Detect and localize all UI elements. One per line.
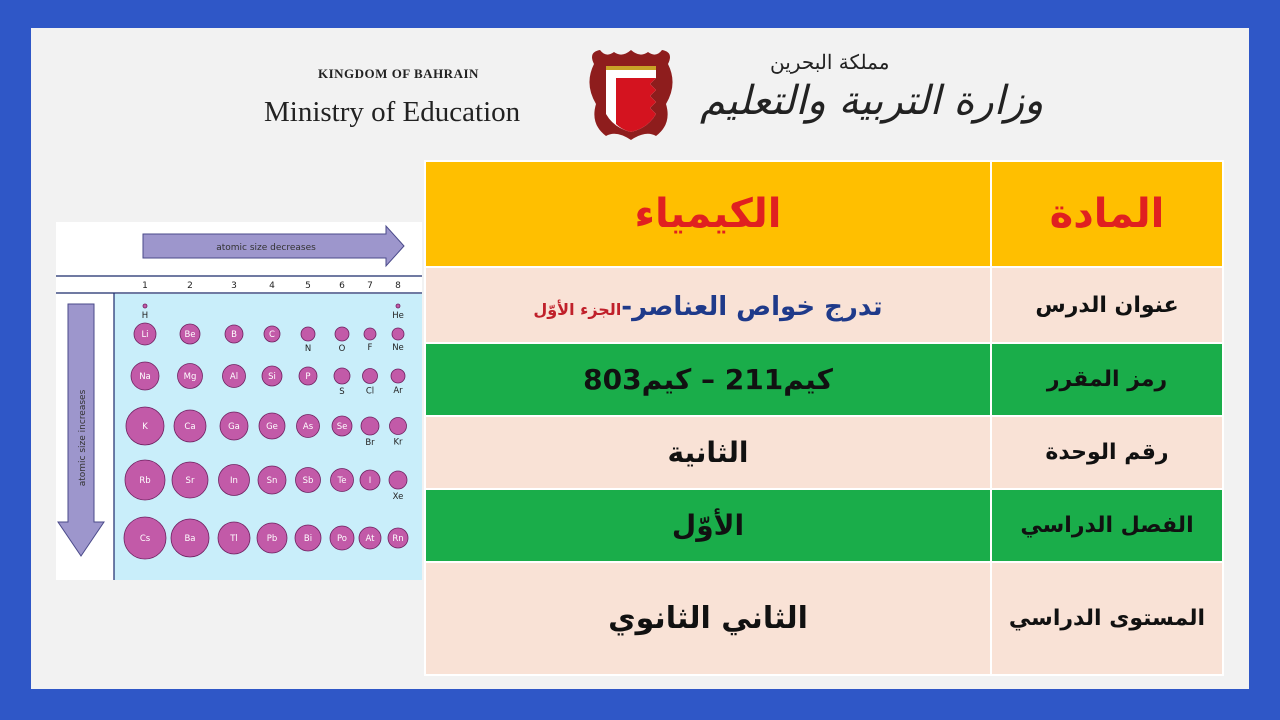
table-row-subject (425, 161, 1223, 267)
group-label-2: 2 (187, 281, 193, 291)
subject-label: المادة (991, 161, 1223, 267)
atom-label-Ge: Ge (266, 422, 278, 432)
ministry-ar-text: وزارة التربية والتعليم (700, 78, 1044, 124)
group-label-4: 4 (269, 281, 275, 291)
unit-number-value: الثانية (425, 416, 991, 489)
atom-Xe (389, 471, 407, 489)
lesson-title-main: تدرج خواص العناصر- (621, 291, 883, 322)
atom-label-O: O (338, 344, 346, 354)
semester-value: الأوّل (425, 489, 991, 562)
top-arrow-label: atomic size decreases (216, 243, 316, 253)
atom-label-Tl: Tl (230, 534, 238, 544)
atom-label-As: As (302, 422, 314, 432)
atom-label-Xe: Xe (392, 492, 404, 502)
atom-label-Sb: Sb (302, 476, 314, 486)
atom-H (143, 304, 147, 308)
atom-label-Te: Te (337, 476, 347, 486)
atom-label-S: S (339, 387, 345, 397)
atom-label-He: He (392, 311, 404, 321)
atom-label-Sr: Sr (185, 476, 195, 486)
atom-label-P: P (305, 372, 311, 382)
atom-Ne (392, 328, 404, 340)
atom-label-Po: Po (336, 534, 348, 544)
course-code-value: كيم211 – كيم803 (425, 343, 991, 416)
atom-label-In: In (230, 476, 238, 486)
group-label-5: 5 (305, 281, 311, 291)
atom-O (335, 327, 349, 341)
atom-label-C: C (269, 330, 275, 340)
atom-label-Li: Li (141, 330, 149, 340)
kingdom-en-text: KINGDOM OF BAHRAIN (318, 66, 479, 81)
atom-label-Ga: Ga (228, 422, 240, 432)
atom-He (396, 304, 400, 308)
atom-label-Ba: Ba (184, 534, 196, 544)
atom-label-B: B (231, 330, 237, 340)
atom-label-Rn: Rn (392, 534, 404, 544)
atom-label-Sn: Sn (266, 476, 278, 486)
course-code-label: رمز المقرر (991, 343, 1223, 416)
atom-label-Na: Na (139, 372, 151, 382)
atom-Kr (390, 418, 407, 435)
group-label-1: 1 (142, 281, 148, 291)
atom-label-Br: Br (365, 438, 375, 448)
atom-label-Ca: Ca (184, 422, 196, 432)
atom-label-Bi: Bi (303, 534, 313, 544)
atom-label-N: N (304, 344, 312, 354)
atom-label-Al: Al (229, 372, 239, 382)
group-label-6: 6 (339, 281, 345, 291)
atom-Br (361, 417, 379, 435)
side-arrow-label: atomic size increases (78, 389, 88, 487)
atom-label-At: At (365, 534, 375, 544)
atom-label-Mg: Mg (183, 372, 197, 382)
lesson-title-value (425, 267, 991, 343)
atom-S (334, 368, 350, 384)
atom-Cl (363, 369, 378, 384)
atom-label-I: I (368, 476, 372, 486)
atom-label-H: H (141, 311, 149, 321)
atom-label-Se: Se (336, 422, 348, 432)
atom-label-Pb: Pb (266, 534, 278, 544)
lesson-info-table (424, 160, 1224, 676)
bahrain-emblem-icon (586, 44, 676, 144)
table-row-unit (425, 416, 1223, 489)
unit-number-label: رقم الوحدة (991, 416, 1223, 489)
subject-value: الكيمياء (425, 161, 991, 267)
grade-level-value: الثاني الثانوي (425, 562, 991, 675)
atom-label-Kr: Kr (393, 437, 403, 448)
atom-label-Rb: Rb (139, 476, 151, 486)
semester-label: الفصل الدراسي (991, 489, 1223, 562)
atomic-size-periodic-diagram (56, 222, 422, 580)
grade-level-label: المستوى الدراسي (991, 562, 1223, 675)
table-row-title (425, 267, 1223, 343)
group-label-3: 3 (231, 281, 237, 291)
kingdom-ar-text: مملكة البحرين (770, 50, 890, 74)
table-row-course-code (425, 343, 1223, 416)
atom-F (364, 328, 376, 340)
lesson-title-label: عنوان الدرس (991, 267, 1223, 343)
atom-label-Be: Be (184, 330, 196, 340)
table-row-level (425, 562, 1223, 675)
group-label-8: 8 (395, 281, 401, 291)
lesson-title-part: الجزء الأوّل (533, 299, 622, 319)
atom-label-F: F (367, 343, 373, 353)
atom-label-Ne: Ne (392, 343, 404, 353)
atom-label-Cl: Cl (365, 386, 375, 397)
ministry-en-text: Ministry of Education (264, 96, 521, 128)
atom-label-K: K (142, 422, 148, 432)
group-label-7: 7 (367, 281, 373, 291)
table-row-semester (425, 489, 1223, 562)
atom-Ar (391, 369, 405, 383)
atom-N (301, 327, 315, 341)
atom-label-Ar: Ar (393, 386, 403, 396)
atom-label-Si: Si (268, 372, 276, 382)
atom-label-Cs: Cs (139, 534, 151, 544)
